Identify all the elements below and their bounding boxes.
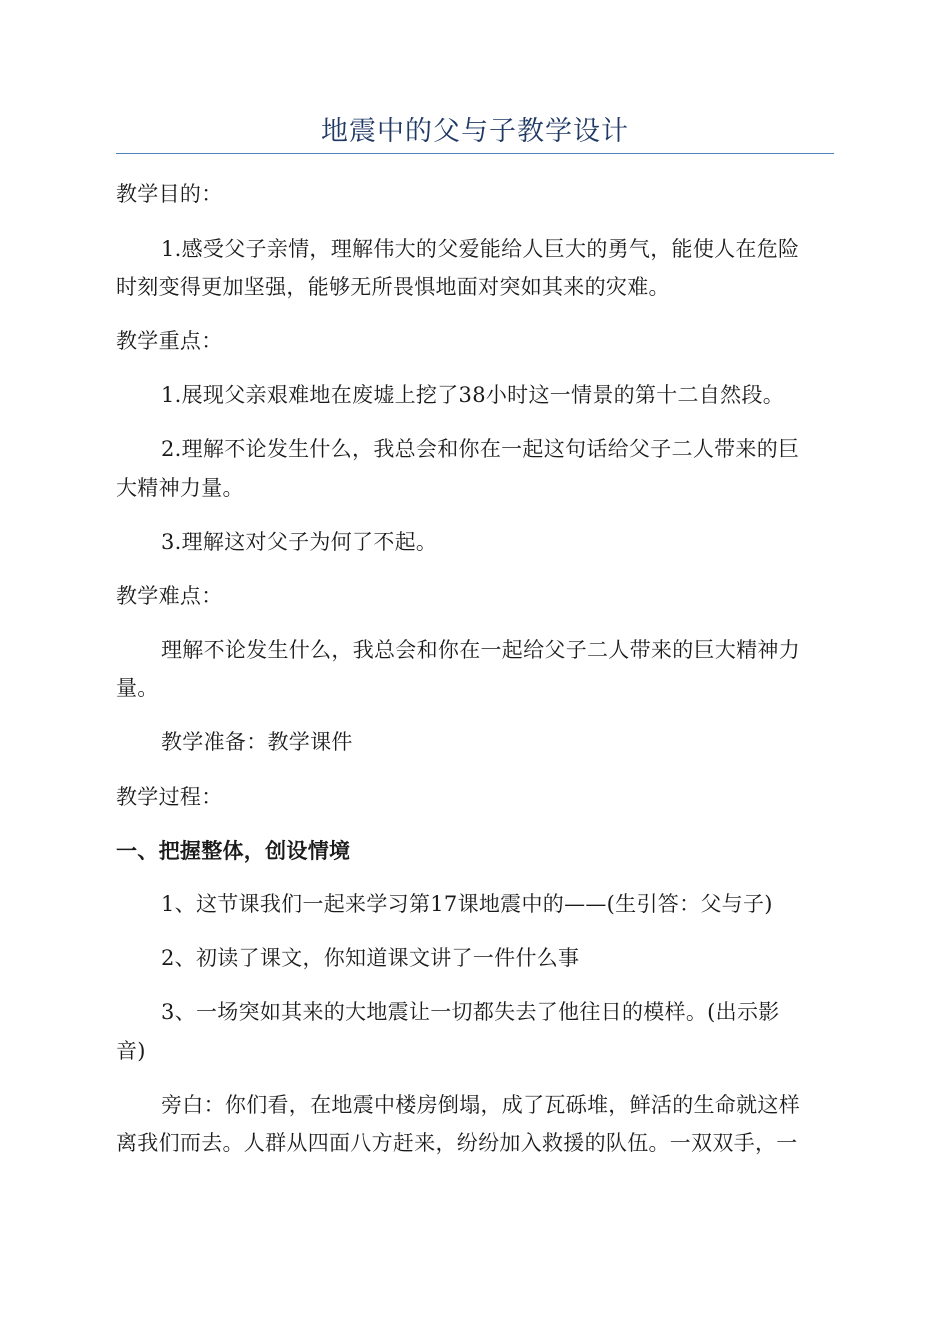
paragraph-line: 离我们而去。人群从四面八方赶来，纷纷加入救援的队伍。一双双手，一 xyxy=(116,1131,798,1155)
paragraph-line: 量。 xyxy=(116,676,159,700)
paragraph-line: 旁白：你们看，在地震中楼房倒塌，成了瓦砾堆，鲜活的生命就这样 xyxy=(161,1093,800,1117)
section-heading: 一、把握整体，创设情境 xyxy=(116,838,351,863)
paragraph-line: 时刻变得更加坚强，能够无所畏惧地面对突如其来的灾难。 xyxy=(116,275,670,299)
paragraph-line: 大精神力量。 xyxy=(116,476,244,500)
paragraph-line: 3、一场突如其来的大地震让一切都失去了他往日的模样。(出示影 xyxy=(161,1000,780,1024)
paragraph-line: 1.感受父子亲情，理解伟大的父爱能给人巨大的勇气，能使人在危险 xyxy=(161,237,800,261)
document-title: 地震中的父与子教学设计 xyxy=(321,116,629,147)
teaching-preparation: 教学准备：教学课件 xyxy=(161,730,353,754)
paragraph-line: 理解不论发生什么，我总会和你在一起给父子二人带来的巨大精神力 xyxy=(161,638,800,662)
heading-difficulties: 教学难点： xyxy=(116,584,223,608)
title-underline xyxy=(116,153,834,154)
heading-teaching-process: 教学过程： xyxy=(116,785,223,809)
heading-key-points: 教学重点： xyxy=(116,329,223,353)
paragraph-line: 1.展现父亲艰难地在废墟上挖了38小时这一情景的第十二自然段。 xyxy=(161,383,785,407)
paragraph-line: 音) xyxy=(116,1039,146,1063)
paragraph-line: 1、这节课我们一起来学习第17课地震中的——(生引答：父与子) xyxy=(161,892,773,916)
paragraph-line: 3.理解这对父子为何了不起。 xyxy=(161,530,438,554)
paragraph-line: 2.理解不论发生什么，我总会和你在一起这句话给父子二人带来的巨 xyxy=(161,437,800,461)
paragraph-line: 2、初读了课文，你知道课文讲了一件什么事 xyxy=(161,946,580,970)
heading-teaching-goals: 教学目的： xyxy=(116,182,223,206)
